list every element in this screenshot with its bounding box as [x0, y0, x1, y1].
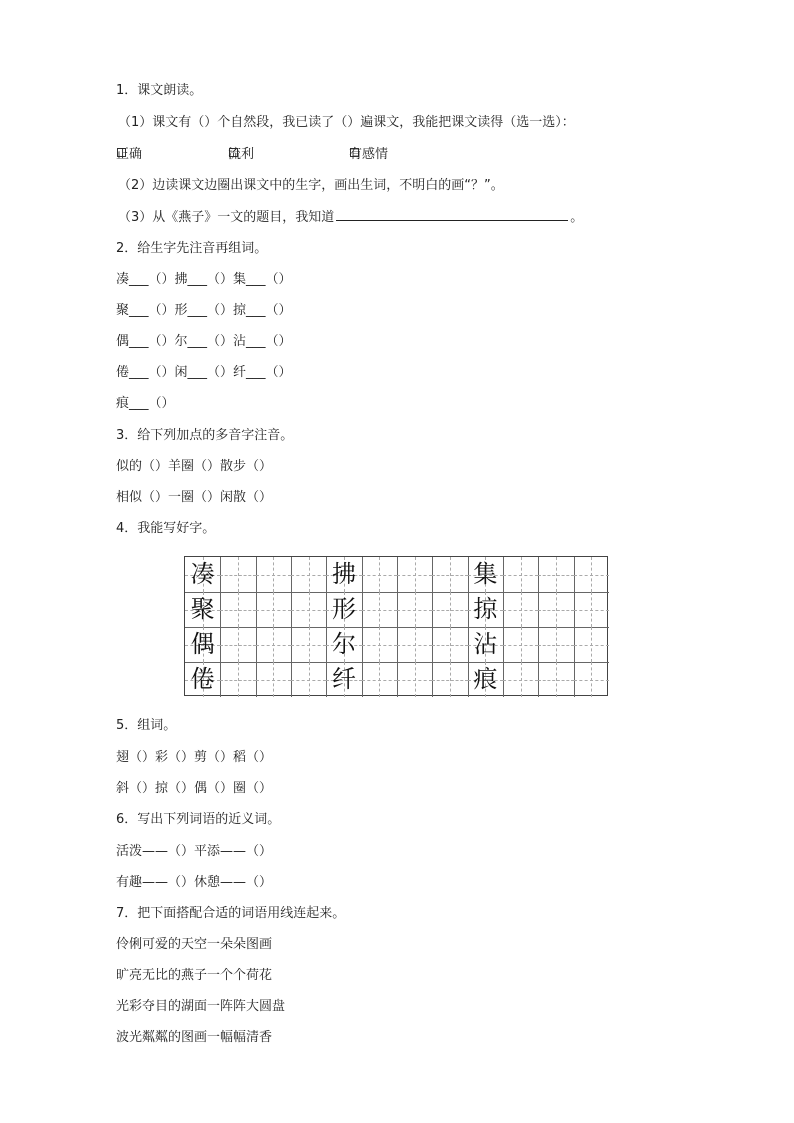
- grid-guide: [362, 575, 397, 576]
- q1-part3: [118, 208, 583, 227]
- grid-character: 纤: [331, 665, 356, 693]
- q7-row: 波光粼粼的图画一幅幅清香: [116, 1030, 273, 1045]
- q3-title: 3．给下列加点的多音字注音。: [116, 428, 294, 443]
- grid-guide: [432, 610, 467, 611]
- q7-row: 旷亮无比的燕子一个个荷花: [116, 968, 273, 983]
- q6-title: 6．写出下列词语的近义词。: [116, 812, 281, 827]
- grid-guide: [362, 680, 397, 681]
- option-correct[interactable]: [116, 146, 143, 164]
- grid-character: 集: [473, 560, 498, 588]
- grid-guide: [397, 680, 432, 681]
- grid-guide: [256, 610, 291, 611]
- q5-title: 5．组词。: [116, 718, 177, 733]
- grid-character: 形: [331, 595, 356, 623]
- q3-row: 似的（）羊圈（）散步（）: [116, 459, 273, 474]
- grid-character: 凑: [190, 560, 215, 588]
- grid-guide: [397, 610, 432, 611]
- answer-blank[interactable]: [336, 208, 568, 221]
- q1-title: 1．课文朗读。: [116, 83, 203, 98]
- q6-row: 活泼——（）平添——（）: [116, 844, 273, 859]
- grid-guide: [432, 645, 467, 646]
- q5-row: 斜（）掠（）偶（）圈（）: [116, 781, 273, 796]
- q2-row: 倦___（）闲___（）纤___（）: [116, 365, 292, 380]
- q6-row: 有趣——（）休憩——（）: [116, 875, 273, 890]
- grid-guide: [432, 575, 467, 576]
- grid-guide: [291, 645, 326, 646]
- grid-guide: [503, 680, 538, 681]
- grid-character: 倦: [190, 665, 215, 693]
- grid-guide: [256, 645, 291, 646]
- q7-title: 7．把下面搭配合适的词语用线连起来。: [116, 906, 346, 921]
- option-fluent[interactable]: [228, 146, 255, 164]
- grid-guide: [291, 575, 326, 576]
- grid-guide: [291, 610, 326, 611]
- grid-guide: [256, 575, 291, 576]
- option-label: 流利: [228, 147, 255, 162]
- q2-row: 凑___（）拂___（）集___（）: [116, 272, 292, 287]
- q7-row: 伶俐可爱的天空一朵朵图画: [116, 937, 273, 952]
- grid-guide: [574, 680, 609, 681]
- grid-guide: [538, 645, 573, 646]
- q3-row: 相似（）一圈（）闲散（）: [116, 490, 273, 505]
- grid-character: 沾: [473, 630, 498, 658]
- q1-part3-suffix: 。: [570, 210, 584, 225]
- q2-row: 聚___（）形___（）掠___（）: [116, 303, 292, 318]
- q2-row: 偶___（）尔___（）沾___（）: [116, 334, 292, 349]
- grid-guide: [538, 575, 573, 576]
- grid-guide: [291, 680, 326, 681]
- q5-row: 翅（）彩（）剪（）稻（）: [116, 750, 273, 765]
- grid-character: 痕: [473, 665, 498, 693]
- grid-guide: [220, 645, 255, 646]
- grid-character: 尔: [331, 630, 356, 658]
- q2-row: 痕___（）: [116, 396, 175, 411]
- grid-guide: [538, 680, 573, 681]
- grid-guide: [362, 645, 397, 646]
- grid-guide: [220, 680, 255, 681]
- q1-part3-text: （3）从《燕子》一文的题目，我知道: [118, 210, 335, 225]
- grid-character: 拂: [331, 560, 356, 588]
- grid-guide: [503, 645, 538, 646]
- grid-character: 聚: [190, 595, 215, 623]
- grid-guide: [503, 610, 538, 611]
- grid-guide: [432, 680, 467, 681]
- grid-guide: [220, 610, 255, 611]
- grid-guide: [362, 610, 397, 611]
- grid-guide: [574, 645, 609, 646]
- grid-guide: [538, 610, 573, 611]
- grid-character: 掠: [473, 595, 498, 623]
- q1-part2: （2）边读课文边圈出课文中的生字，画出生词，不明白的画“？”。: [118, 178, 504, 193]
- option-label: 正确: [116, 147, 143, 162]
- q2-title: 2．给生字先注音再组词。: [116, 241, 268, 256]
- option-emotion[interactable]: [349, 146, 389, 164]
- grid-guide: [574, 610, 609, 611]
- grid-guide: [574, 575, 609, 576]
- grid-guide: [503, 575, 538, 576]
- grid-guide: [397, 645, 432, 646]
- q7-row: 光彩夺目的湖面一阵阵大圆盘: [116, 999, 286, 1014]
- grid-guide: [220, 575, 255, 576]
- writing-grid: [184, 556, 608, 696]
- q4-title: 4．我能写好字。: [116, 521, 216, 536]
- grid-guide: [397, 575, 432, 576]
- q1-part1: （1）课文有（）个自然段，我已读了（）遍课文，我能把课文读得（选一选）：: [118, 115, 575, 130]
- grid-character: 偶: [190, 630, 215, 658]
- grid-guide: [256, 680, 291, 681]
- option-label: 有感情: [349, 147, 389, 162]
